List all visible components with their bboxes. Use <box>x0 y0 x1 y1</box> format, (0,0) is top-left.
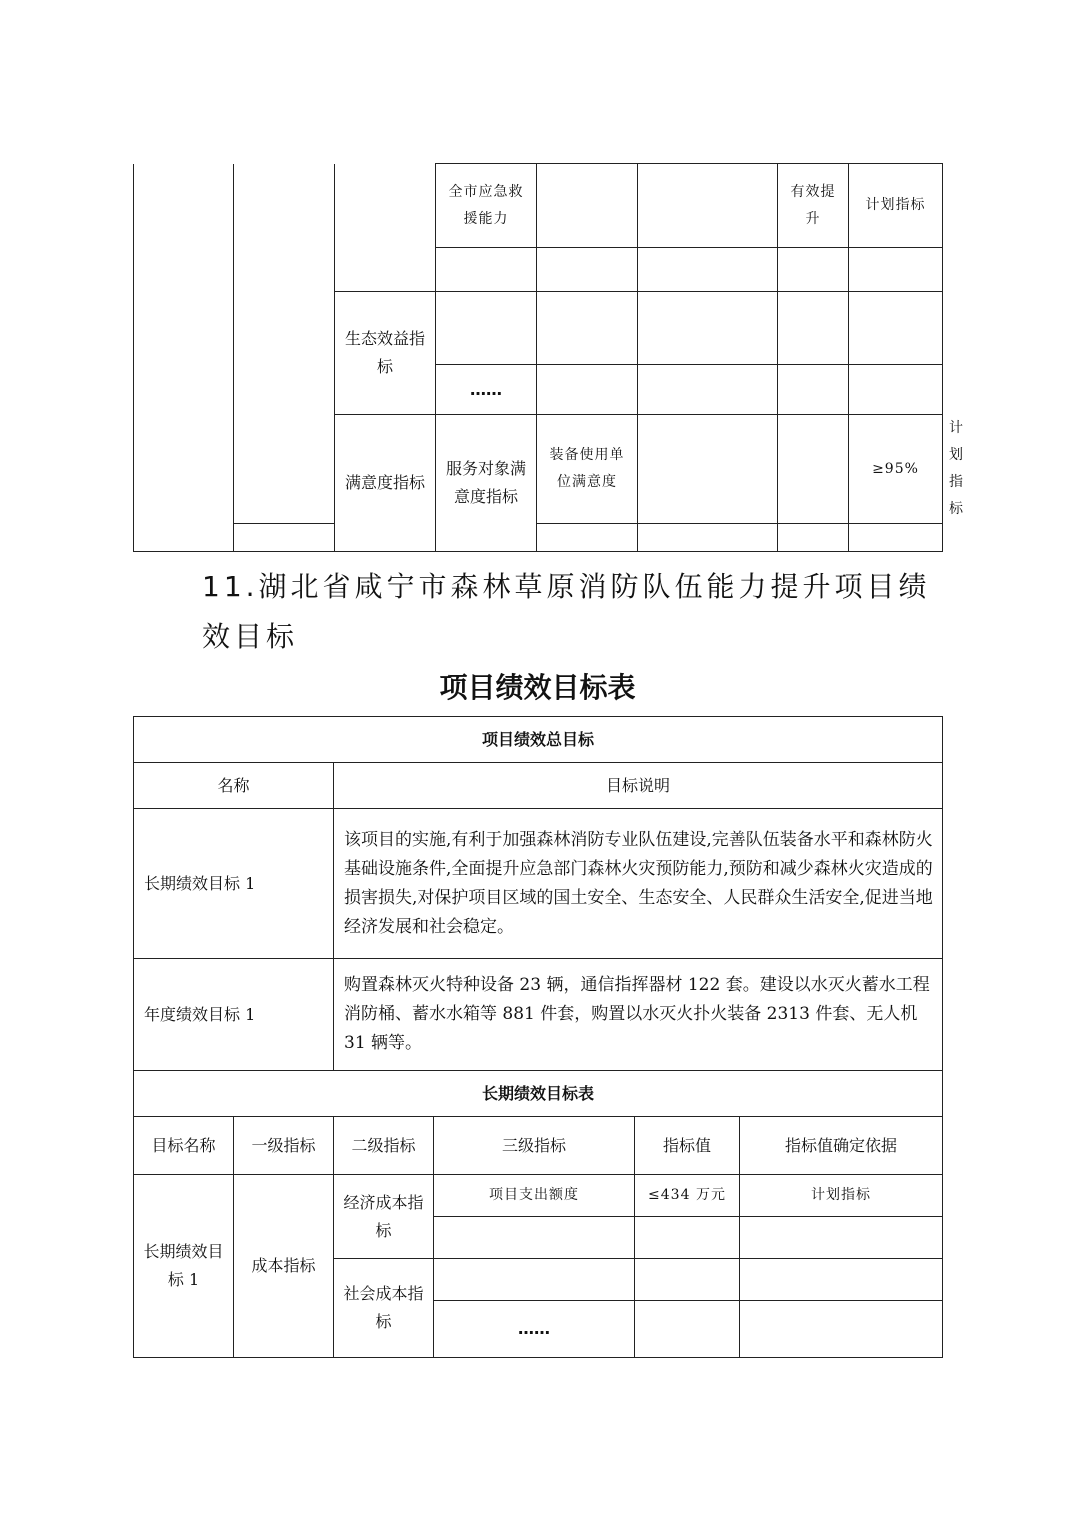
cell-empty <box>537 164 638 248</box>
table-title: 项目绩效目标表 <box>439 671 636 704</box>
cell-empty <box>234 164 335 524</box>
cell-empty <box>740 1217 943 1259</box>
col-level2: 二级指标 <box>334 1117 434 1175</box>
cell-empty <box>635 1259 740 1301</box>
cell-empty <box>134 164 234 552</box>
overall-goal-header: 项目绩效总目标 <box>134 717 943 763</box>
long-term-table-header: 长期绩效目标表 <box>134 1071 943 1117</box>
cell-empty <box>778 524 849 552</box>
cell-satisfaction: 满意度指标 <box>335 415 436 552</box>
cell-empty <box>638 248 778 292</box>
continued-indicator-table: 全市应急救援能力 有效提升 计划指标 生态效益指标 …… 满意度指标 服务对象满意度指标 装备使用单位满意度 ≥95% 计划指标 <box>133 163 943 552</box>
cell-empty <box>434 1259 635 1301</box>
cell-empty <box>778 248 849 292</box>
cell-econ-value: ≤434 万元 <box>635 1175 740 1217</box>
cell-ellipsis: …… <box>436 365 537 415</box>
cell-ellipsis: …… <box>434 1301 635 1358</box>
cell-level3-rescue: 全市应急救援能力 <box>436 164 537 248</box>
cell-empty <box>638 365 778 415</box>
cell-empty <box>436 292 537 365</box>
col-level1: 一级指标 <box>234 1117 334 1175</box>
cell-cost-indicator: 成本指标 <box>234 1175 334 1358</box>
name-header: 名称 <box>134 763 334 809</box>
cell-empty <box>740 1301 943 1358</box>
cell-empty <box>434 1217 635 1259</box>
desc-header: 目标说明 <box>334 763 943 809</box>
cell-value-rescue: 有效提升 <box>778 164 849 248</box>
col-goal-name: 目标名称 <box>134 1117 234 1175</box>
annual-goal-label: 年度绩效目标 1 <box>134 959 334 1071</box>
cell-empty <box>537 365 638 415</box>
cell-empty <box>849 248 943 292</box>
cell-empty <box>635 1217 740 1259</box>
cell-service-satisfaction: 服务对象满意度指标 <box>436 415 537 552</box>
cell-empty <box>335 164 436 292</box>
cell-equipment-satisfaction: 装备使用单位满意度 <box>537 415 638 524</box>
cell-empty <box>849 292 943 365</box>
annual-goal-text: 购置森林灭火特种设备 23 辆，通信指挥器材 122 套。建设以水灭火蓄水工程消防桶、蓄水水箱等 881 件套，购置以水灭火扑火装备 2313 件套、无人机 31 辆等。 <box>334 959 943 1071</box>
cell-social-cost: 社会成本指标 <box>334 1259 434 1358</box>
cell-empty <box>740 1259 943 1301</box>
long-term-goal-text: 该项目的实施,有利于加强森林消防专业队伍建设,完善队伍装备水平和森林防火基础设施条件,全面提升应急部门森林火灾预防能力,预防和减少森林火灾造成的损害损失,对保护项目区域的国土安全、生态安全、人民群众生活安全,促进当地经济发展和社会稳定。 <box>334 809 943 959</box>
cell-empty <box>638 164 778 248</box>
cell-empty <box>778 365 849 415</box>
cell-empty <box>537 248 638 292</box>
cell-empty <box>849 524 943 552</box>
cell-econ-basis: 计划指标 <box>740 1175 943 1217</box>
cell-empty <box>638 292 778 365</box>
cell-basis-rescue: 计划指标 <box>849 164 943 248</box>
cell-empty <box>436 248 537 292</box>
cell-empty <box>638 524 778 552</box>
cell-empty <box>778 415 849 524</box>
performance-goal-table <box>133 716 943 1358</box>
cell-empty <box>537 524 638 552</box>
col-basis: 指标值确定依据 <box>740 1117 943 1175</box>
cell-empty <box>638 415 778 524</box>
long-term-goal-label: 长期绩效目标 1 <box>134 809 334 959</box>
cell-sat-value: ≥95% <box>849 415 943 524</box>
cell-empty <box>849 365 943 415</box>
cell-empty <box>778 292 849 365</box>
cell-empty <box>635 1301 740 1358</box>
col-level3: 三级指标 <box>434 1117 635 1175</box>
cell-econ-cost: 经济成本指标 <box>334 1175 434 1259</box>
cell-empty <box>234 524 335 552</box>
section-heading: 11.湖北省咸宁市森林草原消防队伍能力提升项目绩效目标 <box>202 570 931 653</box>
cell-goal-name: 长期绩效目标 1 <box>134 1175 234 1358</box>
cell-eco-benefit: 生态效益指标 <box>335 292 436 415</box>
col-value: 指标值 <box>635 1117 740 1175</box>
cell-empty <box>537 292 638 365</box>
cell-econ-item: 项目支出额度 <box>434 1175 635 1217</box>
